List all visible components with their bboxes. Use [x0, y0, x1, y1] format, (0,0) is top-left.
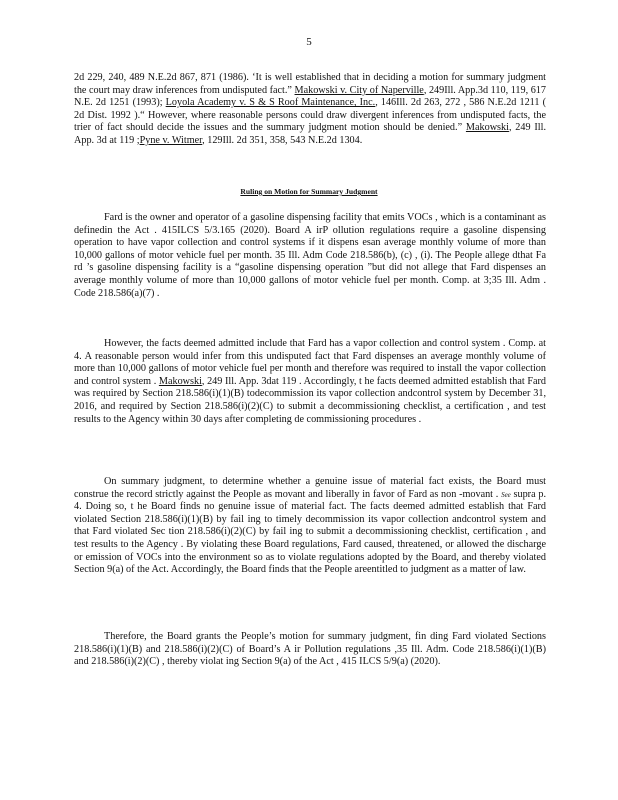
case-citation: Makowski v. City of Naperville [294, 84, 424, 96]
page-number: 5 [306, 36, 312, 48]
text-run: , 146Ill. 2d 263, 272 , 586 N.E.2d 1211 ( 2d Dist. 1992 ).“ However, where reasonable persons could draw divergent inferences from undisputed facts, the trier of fact should decide the issues and the summary judgment motion should be denied.” [74, 97, 546, 134]
paragraph-conclusion: Therefore, the Board grants the People’s motion for summary judgment, fin ding Fard violated Sections 218.586(i)(1)(B) and 218.586(i)(2)(C) of Board’s A ir Pollution regulations ,35 Ill. Adm. Code 218.586(i)(1)(B) and 218.586(i)(2)(C) , thereby violat ing Section 9(a) of the Act , 415 ILCS 5/9(a) (2020). [74, 631, 546, 668]
text-run: , 249 Ill. App. 3dat 119 . Accordingly, t he facts deemed admitted establish that Fard was required by Section 218.586(i)(1)(B) todecommission its vapor collection andcontrol system by December 31, 2016, and required by Section 218.586(i)(2)(C) to submit a decommissioning checklist, a certification , and test results to the Agency within 30 days after completing de commissioning procedures . [74, 375, 546, 425]
case-citation: Pyne v. Witmer [139, 134, 203, 146]
text-run: On summary judgment, to determine whether a genuine issue of material fact exists, the Board must construe the record strictly against the People as movant and liberally in favor of Fard as non -movant . [74, 476, 546, 500]
text-run: , 249Ill. App.3d 110, 119, 617 N.E. 2d 1251 (1993); [74, 84, 546, 109]
case-citation: Makowski [158, 375, 202, 387]
paragraph-case-law [74, 72, 546, 148]
case-citation: Makowski [465, 122, 509, 134]
case-citation: Loyola Academy v. S & S Roof Maintenance, Inc. [165, 97, 376, 109]
see-signal: See [501, 490, 511, 499]
text-run: supra p. 4. Doing so, t he Board finds no genuine issue of material fact. The facts deemed admitted establish that Fard violated Section 218.586(i)(1)(B) by fail ing to timely decommission its vapor collection andcontrol system and that Fard violated Sec tion 218.586(i)(2)(C) by fail ing to submit a decommissioning checklist, certification , and test results to the Agency . By violating these Board regulations, Fard caused, threatened, or allowed the discharge or emission of VOCs into the environment so as to violate regulations adopted by the Board, and thereby violated Section 9(a) of the Act. Accordingly, the Board finds that the People areentitled to judgment as a matter of law. [74, 488, 546, 576]
text-run: 2d 229, 240, 489 N.E.2d 867, 871 (1986). ‘It is well established that in deciding a motion for summary judgment the court may draw inferences from undisputed fact.” [74, 72, 546, 96]
heading-text: Ruling on Motion for Summary Judgment [240, 187, 378, 196]
paragraph-inference [74, 338, 546, 426]
paragraph-facts: Fard is the owner and operator of a gasoline dispensing facility that emits VOCs , which is a contaminant as definedin the Act . 415ILCS 5/3.165 (2020). Board A irP ollution regulations require a gasoline dispensing operation to have vapor collection and control systems if it dispens esan average monthly volume of more than 10,000 gallons of motor vehicle fuel per month. 35 Ill. Adm Code 218.586(b), (c) , (i). The People allege dthat Fa rd ’s gasoline dispensing facility is a “gasoline dispensing operation ”but did not allege that Fard dispenses an average monthly volume of more than 10,000 gallons of motor vehicle fuel per month. Comp. at 3;35 Ill. Adm . Code 218.586(a)(7) . [74, 212, 546, 299]
text-run: However, the facts deemed admitted include that Fard has a vapor collection and control system . Comp. at 4. A reasonable person would infer from this undisputed fact that Fard dispenses an average monthly volume of more than 10,000 gallons of motor vehicle fuel per month and therefore was required to install the vapor collection and control system . [74, 338, 546, 387]
text-run: , 129Ill. 2d 351, 358, 543 N.E.2d 1304. [202, 134, 363, 146]
paragraph-summary-judgment [74, 476, 546, 577]
section-heading [0, 187, 618, 196]
text-run: , 249 Ill. App. 3d at 119 ; [74, 122, 546, 146]
